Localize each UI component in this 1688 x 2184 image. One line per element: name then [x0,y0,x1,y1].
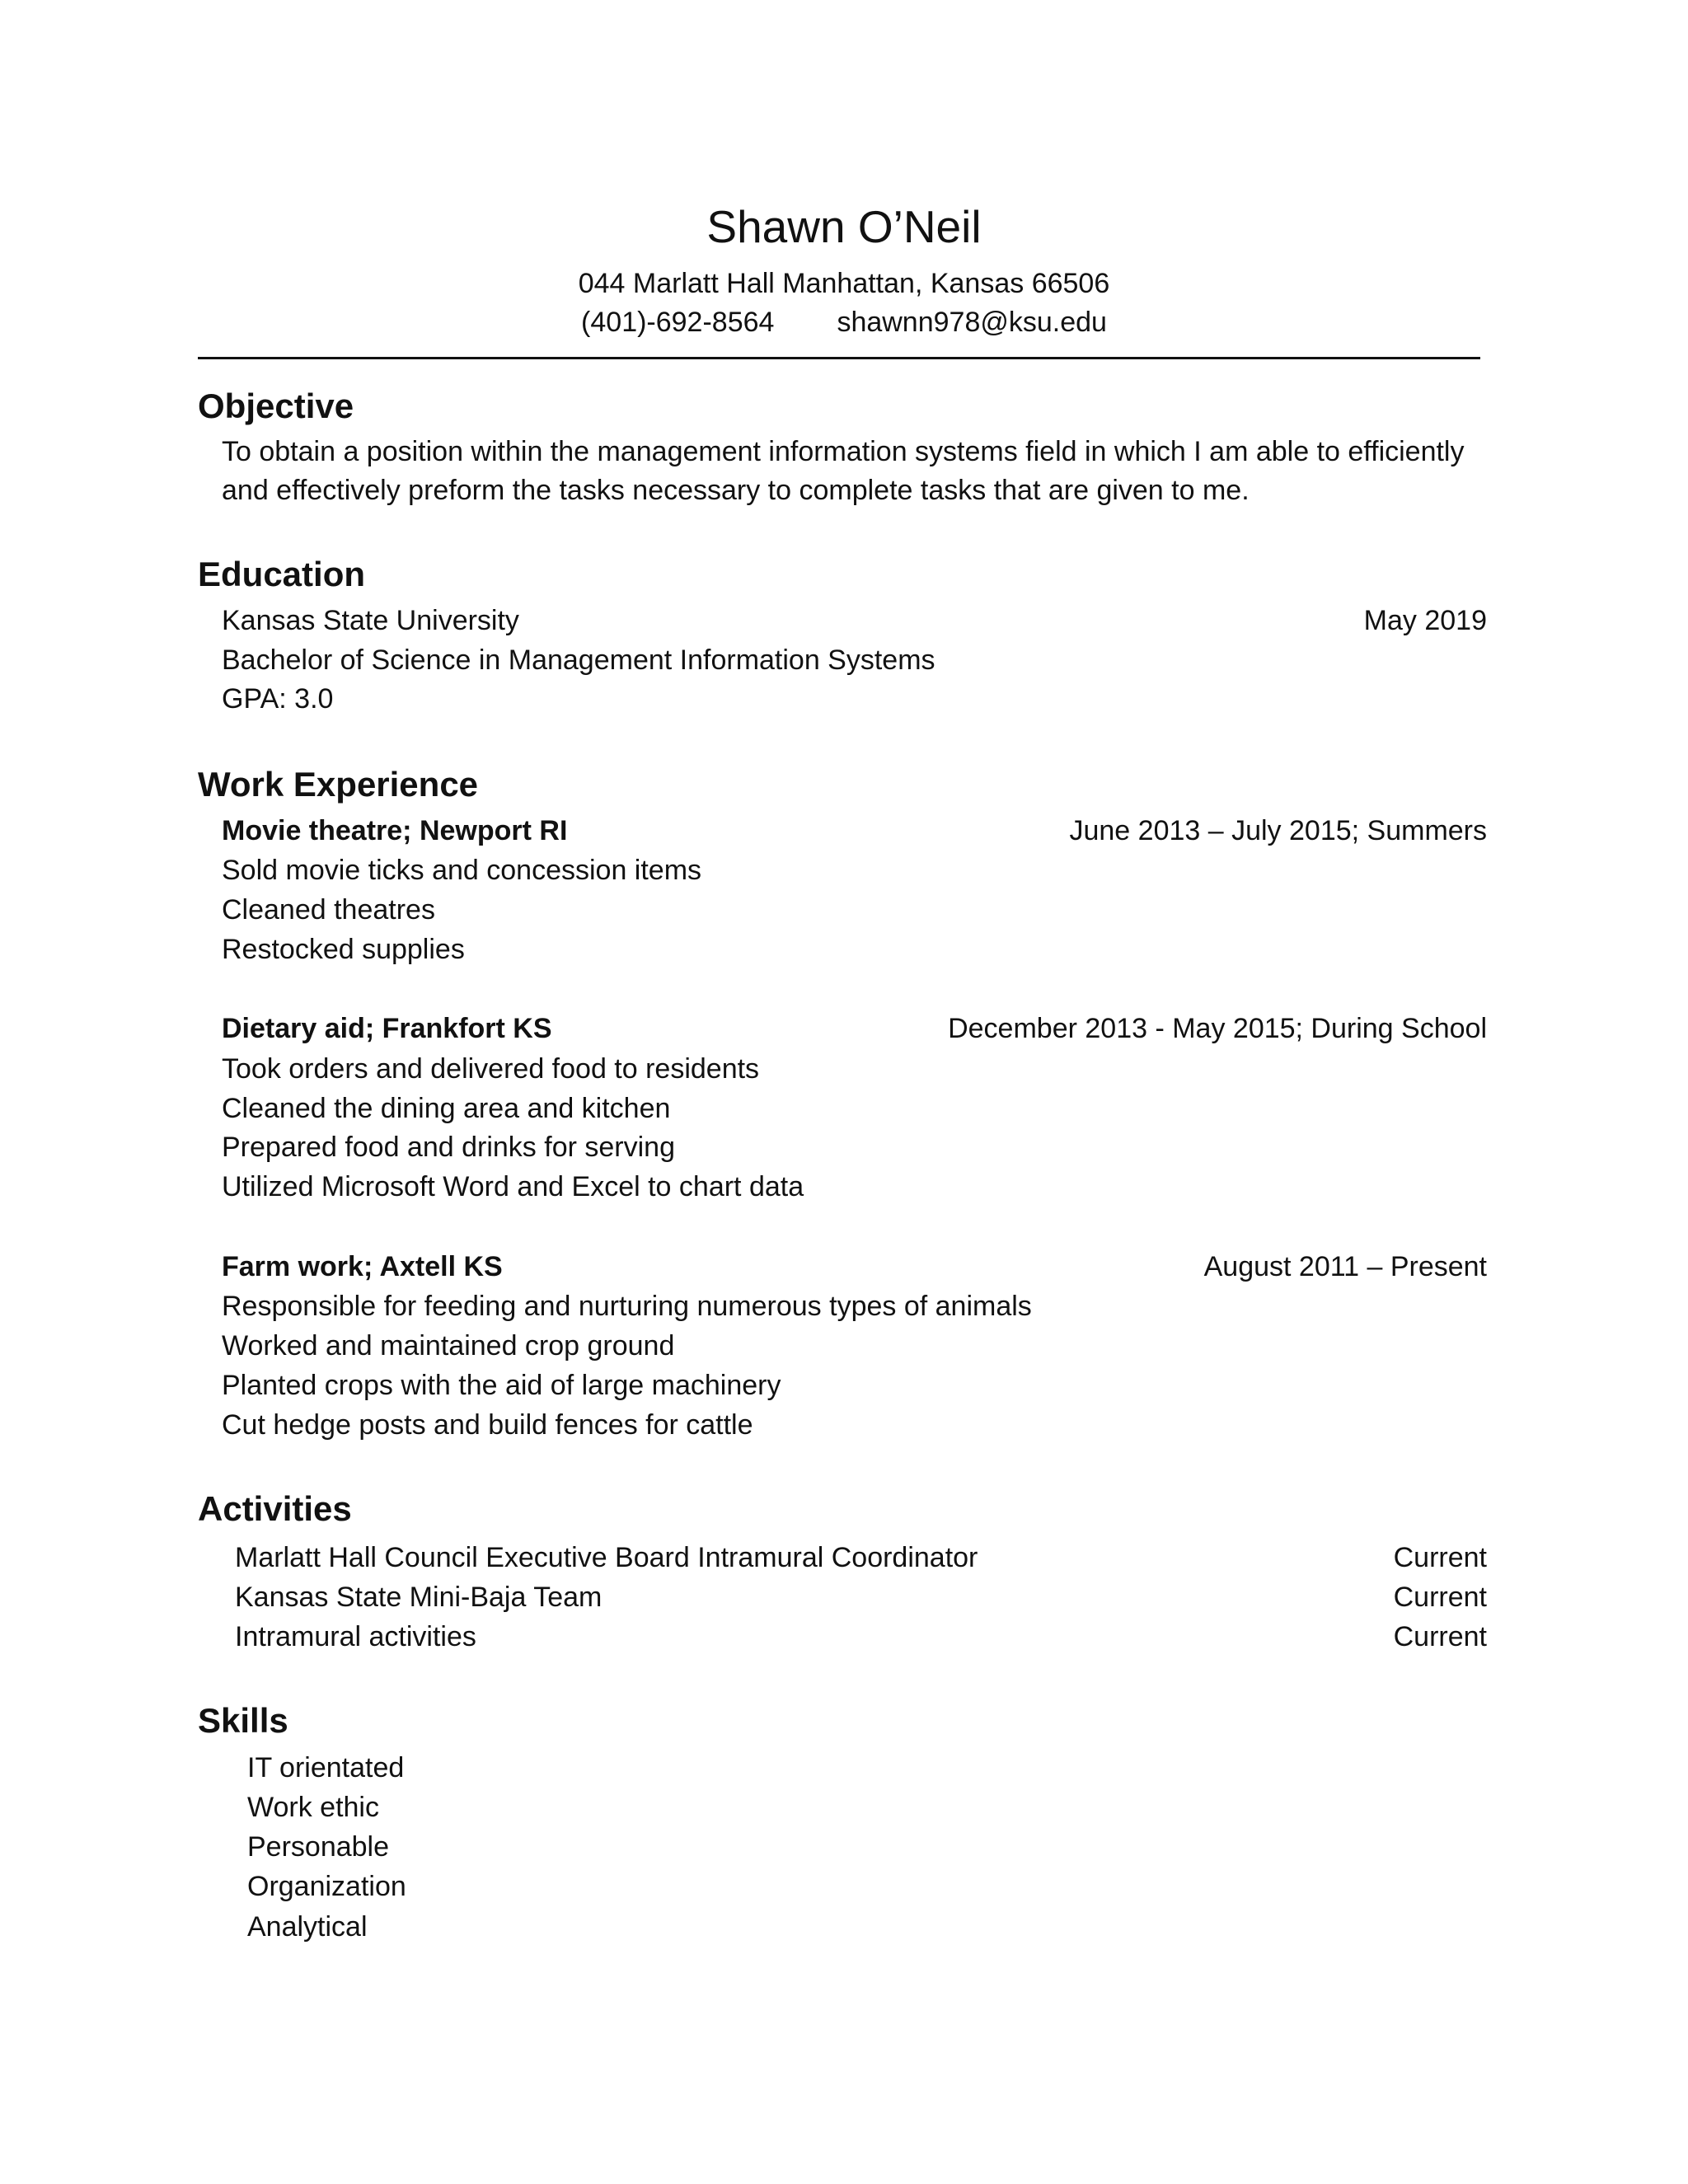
job-duty: Utilized Microsoft Word and Excel to chart data [222,1171,804,1202]
job-title: Movie theatre; Newport RI [222,815,568,846]
work-experience-heading: Work Experience [198,765,479,804]
job-duty: Worked and maintained crop ground [222,1330,675,1361]
skill-item: IT orientated [247,1752,405,1783]
activities-heading: Activities [198,1489,352,1528]
school-name: Kansas State University [222,605,519,636]
job-title: Dietary aid; Frankfort KS [222,1013,552,1044]
email-address: shawnn978@ksu.edu [837,307,1107,338]
phone-number: (401)-692-8564 [581,307,775,338]
header-divider [198,357,1480,359]
job-dates: June 2013 – July 2015; Summers [1069,815,1487,846]
activity-name: Intramural activities [235,1621,476,1652]
job-duty: Responsible for feeding and nurturing numerous types of animals [222,1291,1032,1322]
objective-line: and effectively preform the tasks necessary to complete tasks that are given to me. [222,475,1250,506]
objective-line: To obtain a position within the management information systems field in which I am able to efficiently [222,436,1465,467]
job-duty: Took orders and delivered food to residents [222,1053,760,1085]
job-dates: December 2013 - May 2015; During School [948,1013,1487,1044]
skill-item: Work ethic [247,1792,379,1823]
job-duty: Restocked supplies [222,934,465,965]
graduation-date: May 2019 [1363,605,1487,636]
activity-name: Kansas State Mini-Baja Team [235,1582,603,1613]
contact-line [0,303,1688,341]
job-duty: Prepared food and drinks for serving [222,1132,675,1163]
address-line: 044 Marlatt Hall Manhattan, Kansas 66506 [578,268,1110,299]
skill-item: Personable [247,1831,390,1863]
job-duty: Sold movie ticks and concession items [222,855,702,886]
applicant-name: Shawn O’Neil [706,201,982,252]
job-duty: Cut hedge posts and build fences for cattle [222,1409,753,1441]
job-title: Farm work; Axtell KS [222,1251,503,1282]
job-duty: Planted crops with the aid of large machinery [222,1370,781,1401]
job-duty: Cleaned theatres [222,894,435,926]
activity-name: Marlatt Hall Council Executive Board Intramural Coordinator [235,1542,978,1573]
activity-status: Current [1393,1621,1487,1652]
education-heading: Education [198,555,366,593]
job-duty: Cleaned the dining area and kitchen [222,1093,671,1124]
skills-heading: Skills [198,1701,288,1740]
activity-status: Current [1393,1542,1487,1573]
job-dates: August 2011 – Present [1203,1251,1487,1282]
skill-item: Analytical [247,1911,368,1943]
activity-status: Current [1393,1582,1487,1613]
objective-heading: Objective [198,387,354,425]
gpa: GPA: 3.0 [222,683,334,715]
skill-item: Organization [247,1871,406,1902]
degree: Bachelor of Science in Management Information Systems [222,644,935,676]
